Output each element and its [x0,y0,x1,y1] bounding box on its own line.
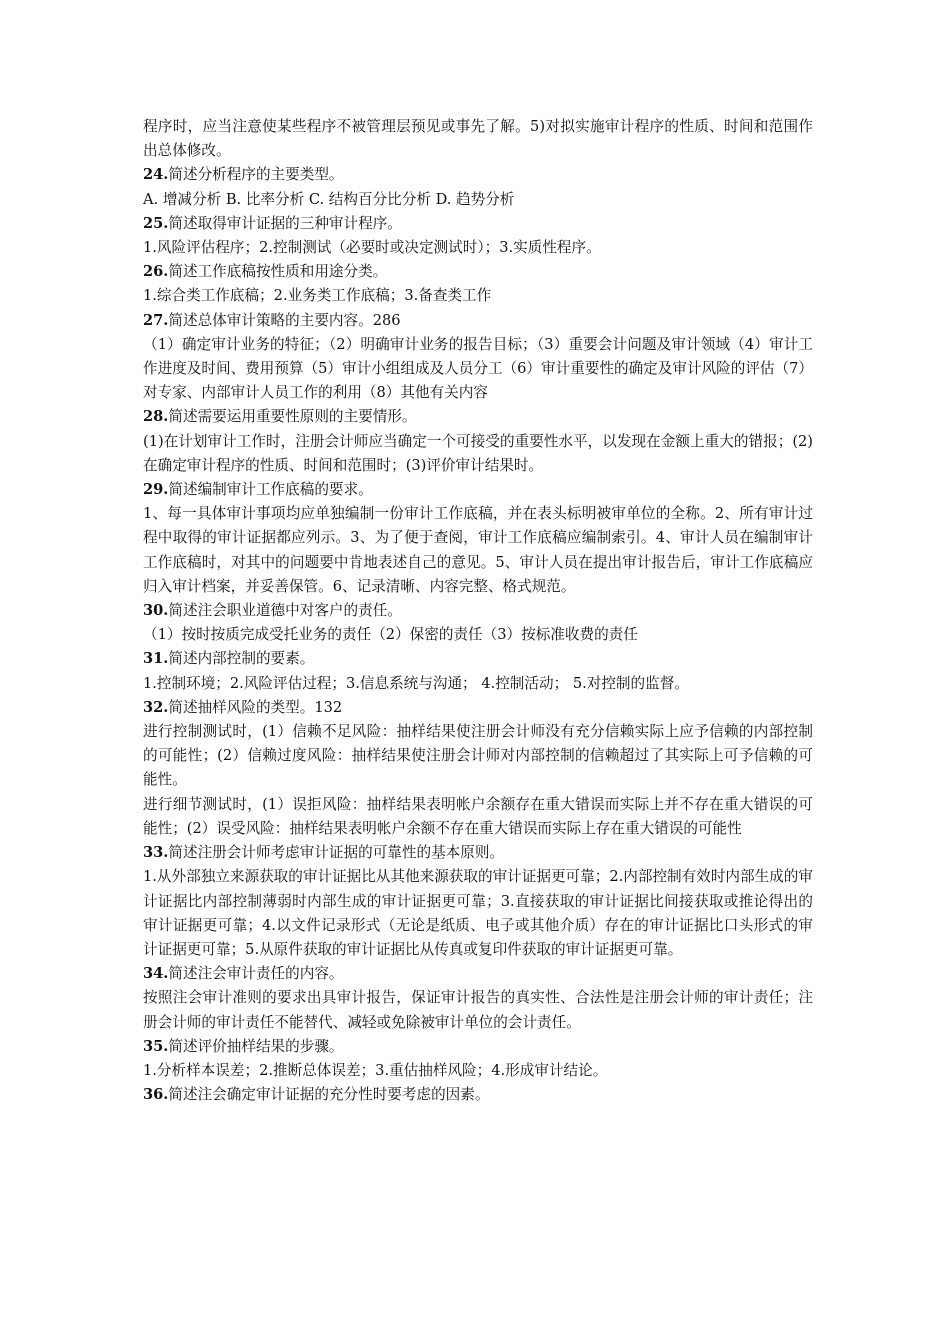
answer-paragraph: 进行细节测试时，(1）误拒风险：抽样结果表明帐户余额存在重大错误而实际上并不存在重大错误的可能性；(2）误受风险：抽样结果表明帐户余额不存在重大错误而实际上存在重大错误的可能性 [143,795,813,837]
question-heading [143,478,813,502]
question-heading [143,1035,813,1059]
document-page [143,115,813,1107]
question-text: 简述注会确定审计证据的充分性时要考虑的因素。 [168,1086,490,1104]
question-heading [143,696,813,720]
answer-paragraph: 进行控制测试时，(1）信赖不足风险：抽样结果使注册会计师没有充分信赖实际上应予信赖的内部控制的可能性；(2）信赖过度风险：抽样结果使注册会计师对内部控制的信赖超过了其实际上可予信赖的可能性。 [143,723,813,789]
question-text: 简述总体审计策略的主要内容。286 [168,311,401,329]
question-text: 简述注会审计责任的内容。 [168,965,344,983]
answer-paragraph: A. 增减分析 B. 比率分析 C. 结构百分比分析 D. 趋势分析 [143,190,515,208]
question-text: 简述分析程序的主要类型。 [168,166,344,184]
question-number: 34. [143,965,169,983]
qa-list [143,163,813,1107]
answer-paragraph: 1、每一具体审计事项均应单独编制一份审计工作底稿，并在表头标明被审单位的全称。2、所有审计过程中取得的审计证据都应列示。3、为了便于查阅，审计工作底稿应编制索引。4、审计人员在编制审计工作底稿时，对其中的问题要中肯地表述自己的意见。5、审计人员在提出审计报告后，审计工作底稿应归入审计档案，并妥善保管。6、记录清晰、内容完整、格式规范。 [143,505,813,595]
question-number: 33. [143,844,169,862]
answer-paragraph: 1.从外部独立来源获取的审计证据比从其他来源获取的审计证据更可靠；2.内部控制有效时内部生成的审计证据比内部控制薄弱时内部生成的审计证据更可靠；3.直接获取的审计证据比间接获取或推论得出的审计证据更可靠；4.以文件记录形式（无论是纸质、电子或其他介质）存在的审计证据比口头形式的审计证据更可靠；5.从原件获取的审计证据比从传真或复印件获取的审计证据更可靠。 [143,868,813,958]
answer-paragraph: 按照注会审计准则的要求出具审计报告，保证审计报告的真实性、合法性是注册会计师的审计责任；注册会计师的审计责任不能替代、减轻或免除被审计单位的会计责任。 [143,989,813,1031]
question-number: 28. [143,408,169,426]
question-number: 29. [143,481,169,499]
question-heading [143,309,813,333]
question-number: 26. [143,263,169,281]
question-heading [143,647,813,671]
question-number: 24. [143,166,169,184]
intro-paragraph: 程序时，应当注意使某些程序不被管理层预见或事先了解。5)对拟实施审计程序的性质、时间和范围作出总体修改。 [143,118,813,160]
answer-paragraph: (1)在计划审计工作时，注册会计师应当确定一个可接受的重要性水平，以发现在金额上重大的错报；(2)在确定审计程序的性质、时间和范围时；(3)评价审计结果时。 [143,432,813,474]
question-text: 简述取得审计证据的三种审计程序。 [168,214,402,232]
answer-paragraph: 1.分析样本误差；2.推断总体误差；3.重估抽样风险；4.形成审计结论。 [143,1061,608,1079]
question-number: 30. [143,602,169,620]
answer-paragraph: 1.综合类工作底稿；2.业务类工作底稿；3.备查类工作 [143,287,492,305]
question-heading [143,405,813,429]
answer-paragraph: 1.控制环境；2.风险评估过程；3.信息系统与沟通； 4.控制活动； 5.对控制的监督。 [143,674,689,692]
question-text: 简述注会职业道德中对客户的责任。 [168,602,402,620]
question-heading [143,212,813,236]
question-number: 31. [143,650,169,668]
question-heading [143,599,813,623]
question-text: 简述编制审计工作底稿的要求。 [168,481,373,499]
question-number: 25. [143,214,169,232]
question-number: 32. [143,698,169,716]
question-text: 简述内部控制的要素。 [168,650,315,668]
question-heading [143,260,813,284]
question-number: 36. [143,1086,169,1104]
answer-paragraph: （1）按时按质完成受托业务的责任（2）保密的责任（3）按标准收费的责任 [143,626,638,644]
answer-paragraph: （1）确定审计业务的特征；（2）明确审计业务的报告目标；（3）重要会计问题及审计领域（4）审计工作进度及时间、费用预算（5）审计小组组成及人员分工（6）审计重要性的确定及审计风险的评估（7）对专家、内部审计人员工作的利用（8）其他有关内容 [143,335,813,402]
question-heading [143,163,813,187]
answer-paragraph: 1.风险评估程序；2.控制测试（必要时或决定测试时）；3.实质性程序。 [143,239,601,257]
question-text: 简述注册会计师考虑审计证据的可靠性的基本原则。 [168,844,505,862]
question-heading [143,841,813,865]
question-heading [143,962,813,986]
question-text: 简述抽样风险的类型。132 [168,698,343,716]
question-text: 简述工作底稿按性质和用途分类。 [168,263,388,281]
question-heading [143,1083,813,1107]
question-text: 简述需要运用重要性原则的主要情形。 [168,408,417,426]
question-text: 简述评价抽样结果的步骤。 [168,1037,344,1055]
question-number: 27. [143,311,169,329]
question-number: 35. [143,1037,169,1055]
